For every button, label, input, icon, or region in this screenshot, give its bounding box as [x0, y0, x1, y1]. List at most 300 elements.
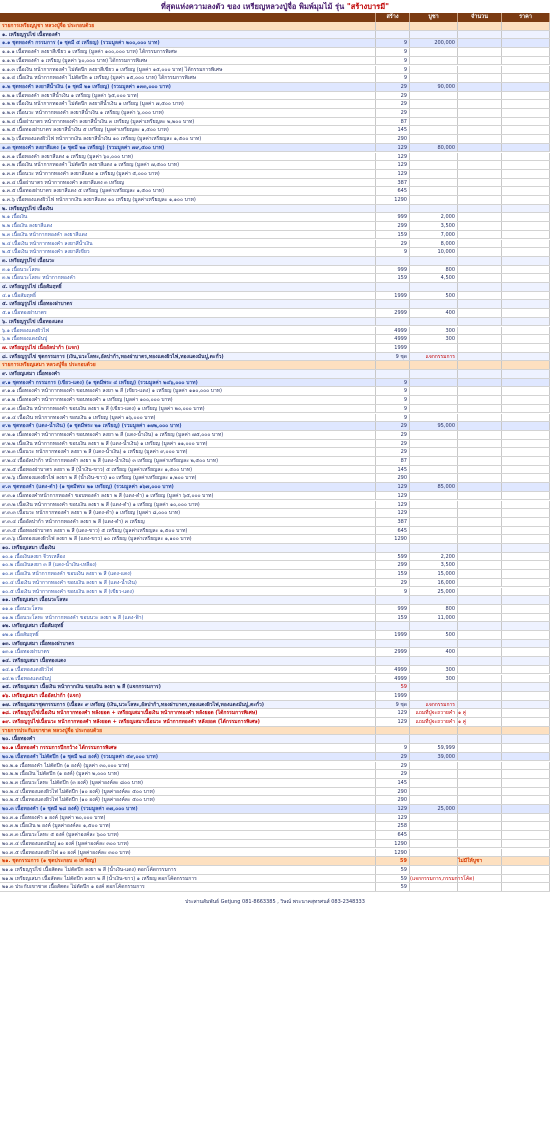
row-price	[502, 675, 550, 683]
row-price	[502, 370, 550, 378]
row-price	[502, 622, 550, 630]
row-quantity	[458, 274, 502, 282]
row-offering: 400	[410, 309, 458, 317]
table-row	[0, 205, 550, 214]
table-row	[0, 66, 550, 75]
row-quantity	[458, 414, 502, 422]
row-quantity	[458, 353, 502, 361]
row-description: ๑๕. เหรียญเสมา เนื้อเงิน หน้ากากเงิน ขอบเงิน ลงยา ๒ สี (แจกกรรมการ)	[0, 683, 376, 691]
row-offering: 400	[410, 648, 458, 656]
row-quantity	[458, 553, 502, 561]
row-price	[502, 74, 550, 82]
row-quantity	[458, 187, 502, 195]
table-row	[0, 770, 550, 779]
row-created	[376, 622, 410, 630]
table-row	[0, 300, 550, 309]
row-created: 129	[376, 153, 410, 161]
header-offering: บูชา	[410, 13, 458, 22]
table-row	[0, 135, 550, 144]
row-description: ๑.๓.๔ เนื้อฝาบาตร หน้ากากทองคำ ลงยาสีแดง ๓ เหรียญ	[0, 179, 376, 187]
row-description: ๖.๑ เนื้อทองแดงผิวไฟ	[0, 327, 376, 335]
row-price	[502, 840, 550, 848]
row-description: ๙.๓.๒ เนื้อเงิน หน้ากากทองคำ ขอบเงิน ลงยา ๒ สี (แดง-ดำ) ๑ เหรียญ (มูลค่า ๑๐,๐๐๐ บาท)	[0, 501, 376, 509]
row-price	[502, 805, 550, 813]
row-description: ๑.๓.๑ เนื้อทองคำ ลงยาสีแดง ๑ เหรียญ (มูลค่า ๖๐,๐๐๐ บาท)	[0, 153, 376, 161]
row-quantity	[458, 579, 502, 587]
row-description: ๒๐.๒.๕ เนื้อทองแดงผิวไฟ ไม่ตัดปีก (๑๐ องค์) (มูลค่าองค์ละ ๕๐๐ บาท)	[0, 796, 376, 804]
row-price	[502, 466, 550, 474]
row-created: 29	[376, 422, 410, 430]
table-row	[0, 692, 550, 701]
table-row	[0, 318, 550, 327]
row-created: 129	[376, 483, 410, 491]
row-quantity	[458, 535, 502, 543]
row-price	[502, 605, 550, 613]
table-row	[0, 466, 550, 475]
row-price	[502, 492, 550, 500]
row-description: รายการประกับเขาชาด หลวงปู่จื่อ ประกอบด้วย	[0, 727, 376, 735]
table-row	[0, 788, 550, 797]
row-offering: 85,000	[410, 483, 458, 491]
row-offering	[410, 518, 458, 526]
row-created	[376, 300, 410, 308]
row-quantity	[458, 831, 502, 839]
table-row	[0, 440, 550, 449]
row-price	[502, 39, 550, 47]
row-quantity	[458, 701, 502, 709]
table-row	[0, 675, 550, 684]
table-row	[0, 614, 550, 623]
table-row	[0, 387, 550, 396]
row-offering	[410, 344, 458, 352]
row-description: ๑๒. เหรียญเสมา เนื้อสัมฤทธิ์	[0, 622, 376, 630]
row-price	[502, 483, 550, 491]
row-offering	[410, 161, 458, 169]
row-quantity	[458, 457, 502, 465]
row-price	[502, 135, 550, 143]
row-offering	[410, 796, 458, 804]
row-created: 9	[376, 396, 410, 404]
row-price	[502, 788, 550, 796]
row-price	[502, 570, 550, 578]
row-quantity	[458, 135, 502, 143]
row-quantity	[458, 648, 502, 656]
row-created: 29	[376, 448, 410, 456]
row-quantity	[458, 335, 502, 343]
row-offering	[410, 66, 458, 74]
table-row	[0, 448, 550, 457]
row-created: 129	[376, 144, 410, 152]
table-row	[0, 474, 550, 483]
row-created	[376, 657, 410, 665]
row-created: 290	[376, 796, 410, 804]
table-row	[0, 762, 550, 771]
row-created: 9	[376, 379, 410, 387]
table-row	[0, 561, 550, 570]
row-quantity	[458, 762, 502, 770]
row-offering: 200,000	[410, 39, 458, 47]
row-created: 59	[376, 875, 410, 883]
row-created: 999	[376, 213, 410, 221]
table-row	[0, 309, 550, 318]
row-created	[376, 361, 410, 369]
row-offering	[410, 762, 458, 770]
row-created: 159	[376, 570, 410, 578]
table-row	[0, 414, 550, 423]
row-offering: 59,999	[410, 744, 458, 752]
row-created: 1999	[376, 692, 410, 700]
row-created: 29	[376, 240, 410, 248]
row-offering: แจกกรรมการ	[410, 701, 458, 709]
row-quantity	[458, 283, 502, 291]
row-price	[502, 318, 550, 326]
row-quantity	[458, 396, 502, 404]
row-quantity	[458, 788, 502, 796]
row-price	[502, 501, 550, 509]
row-description: ๓.๑ เนื้อนวะโลหะ	[0, 266, 376, 274]
row-description: ๙.๓.๔ เนื้ออัลปาก้า หน้ากากทองคำ ลงยา ๒ สี (แดง-ดำ) ๓ เหรียญ	[0, 518, 376, 526]
row-price	[502, 561, 550, 569]
row-price	[502, 822, 550, 830]
row-created: 9	[376, 48, 410, 56]
row-description: ๑.๓.๕ เนื้อทองฝาบาตร ลงยาสีแดง ๕ เหรียญ (มูลค่าเหรียญละ ๑,๕๐๐ บาท)	[0, 187, 376, 195]
row-offering: 3,500	[410, 561, 458, 569]
row-created: 2999	[376, 648, 410, 656]
row-quantity	[458, 39, 502, 47]
row-offering	[410, 179, 458, 187]
row-offering: แถมที่ปู่จะถวายคำ	[410, 718, 458, 726]
row-offering	[410, 735, 458, 743]
row-price	[502, 474, 550, 482]
row-price	[502, 22, 550, 30]
row-description: ๒.๓ เนื้อเงิน หน้ากากทองคำ ลงยาสีแดง	[0, 231, 376, 239]
row-description: ๑๐.๒ เนื้อเงินลงยา ๓ สี (แดง-น้ำเงิน-เหลือง)	[0, 561, 376, 569]
row-price	[502, 544, 550, 552]
row-offering	[410, 788, 458, 796]
table-row	[0, 39, 550, 48]
row-quantity	[458, 196, 502, 204]
row-offering	[410, 866, 458, 874]
row-quantity	[458, 814, 502, 822]
row-created: 999	[376, 266, 410, 274]
table-row	[0, 74, 550, 83]
row-price	[502, 309, 550, 317]
row-price	[502, 814, 550, 822]
row-quantity	[458, 631, 502, 639]
row-description: ๙.๓.๑ เนื้อทองคำหน้ากากทองคำ ขอบทองคำ ลงยา ๒ สี (แดง-ดำ) ๑ เหรียญ (มูลค่า ๖๕,๐๐๐ บาท)	[0, 492, 376, 500]
row-offering	[410, 692, 458, 700]
row-created: 87	[376, 118, 410, 126]
row-price	[502, 535, 550, 543]
row-created	[376, 205, 410, 213]
table-row	[0, 292, 550, 301]
row-price	[502, 240, 550, 248]
row-quantity	[458, 840, 502, 848]
row-quantity	[458, 596, 502, 604]
row-price	[502, 66, 550, 74]
row-price	[502, 187, 550, 195]
row-description: ๑.๒ ชุดทองคำ ลงยาสีน้ำเงิน (๑ ชุดมี ๒๑ เหรียญ) (รวมมูลค่า ๑๓๓,๐๐๐ บาท)	[0, 83, 376, 91]
row-price	[502, 222, 550, 230]
row-quantity	[458, 144, 502, 152]
row-created: 9	[376, 66, 410, 74]
row-description: ๒๐. เนื้อทองคำ	[0, 735, 376, 743]
table-row	[0, 48, 550, 57]
row-price	[502, 300, 550, 308]
row-description: ๑๔.๑ เนื้อทองแดงผิวไฟ	[0, 666, 376, 674]
row-offering	[410, 727, 458, 735]
row-price	[502, 257, 550, 265]
row-offering	[410, 31, 458, 39]
row-offering: 500	[410, 292, 458, 300]
row-created: 29	[376, 762, 410, 770]
row-offering: 15,000	[410, 570, 458, 578]
table-row	[0, 622, 550, 631]
row-description: ๑.๓ ชุดทองคำ ลงยาสีแดง (๑ ชุดมี ๒๑ เหรียญ) (รวมมูลค่า ๗๙,๕๐๐ บาท)	[0, 144, 376, 152]
row-created: 145	[376, 466, 410, 474]
table-row	[0, 518, 550, 527]
row-offering: 300	[410, 327, 458, 335]
row-price	[502, 518, 550, 526]
row-description: ๒๑.๓ ประกับเขาชาด เนื้อสัตตะ ไม่ตัดปีก ๑ องค์ ตอกโค้ดกรรมการ	[0, 883, 376, 891]
table-row	[0, 596, 550, 605]
row-price	[502, 213, 550, 221]
row-offering	[410, 22, 458, 30]
table-row	[0, 553, 550, 562]
row-description: ๒๐.๓.๑ เนื้อทองคำ ๑ องค์ (มูลค่า ๒๐,๐๐๐ บาท)	[0, 814, 376, 822]
row-created: 645	[376, 187, 410, 195]
row-created: 145	[376, 779, 410, 787]
row-price	[502, 866, 550, 874]
row-offering	[410, 74, 458, 82]
header-description	[0, 13, 376, 22]
table-row	[0, 849, 550, 858]
row-offering	[410, 170, 458, 178]
row-offering	[410, 300, 458, 308]
table-row	[0, 266, 550, 275]
row-created: 1290	[376, 849, 410, 857]
row-created: 1290	[376, 840, 410, 848]
table-row	[0, 657, 550, 666]
table-row	[0, 240, 550, 249]
table-row	[0, 283, 550, 292]
row-description: ๕.๑ เนื้อทองฝาบาตร	[0, 309, 376, 317]
row-created: 290	[376, 788, 410, 796]
row-price	[502, 31, 550, 39]
row-price	[502, 431, 550, 439]
row-price	[502, 109, 550, 117]
header-price: ราคา	[502, 13, 550, 22]
row-price	[502, 248, 550, 256]
table-row	[0, 457, 550, 466]
table-row	[0, 231, 550, 240]
row-price	[502, 153, 550, 161]
row-quantity	[458, 100, 502, 108]
row-created: 129	[376, 492, 410, 500]
row-quantity	[458, 518, 502, 526]
table-row	[0, 257, 550, 266]
row-offering: 500	[410, 631, 458, 639]
table-row	[0, 57, 550, 66]
row-offering	[410, 48, 458, 56]
row-created: 159	[376, 274, 410, 282]
row-offering	[410, 448, 458, 456]
row-offering	[410, 857, 458, 865]
table-row	[0, 492, 550, 501]
row-description: ๑๑.๑ เนื้อนวะโลหะ	[0, 605, 376, 613]
row-description: ๑๐.๕ เนื้อเงิน หน้ากากทองคำ ขอบเงิน ลงยา ๒ สี (เขียว-แดง)	[0, 588, 376, 596]
row-description: ๒๑. ชุดกรรมการ (๑ ชุดประกอบ ๓ เหรียญ)	[0, 857, 376, 865]
table-row	[0, 100, 550, 109]
row-offering	[410, 205, 458, 213]
row-created: 299	[376, 222, 410, 230]
row-created: 258	[376, 822, 410, 830]
row-offering: (แจกกรรมการ,กรรมการโค้ด)	[410, 875, 475, 882]
row-quantity	[458, 300, 502, 308]
table-row	[0, 196, 550, 205]
row-created: 4999	[376, 666, 410, 674]
table-row	[0, 683, 550, 692]
row-quantity	[458, 492, 502, 500]
row-description: ๒๐.๑ เนื้อทองคำ กรรมการปีกกว้าง ได้กรรมการพิเศษ	[0, 744, 376, 752]
table-row	[0, 353, 550, 362]
row-price	[502, 553, 550, 561]
row-quantity	[458, 431, 502, 439]
row-description: ๖. เหรียญรูปไข่ เนื้อทองแดง	[0, 318, 376, 326]
row-quantity	[458, 822, 502, 830]
row-price	[502, 344, 550, 352]
row-quantity	[458, 266, 502, 274]
row-description: ๑๒.๑ เนื้อสัมฤทธิ์	[0, 631, 376, 639]
table-row	[0, 274, 550, 283]
row-price	[502, 796, 550, 804]
row-offering	[410, 779, 458, 787]
row-quantity	[458, 257, 502, 265]
row-offering	[410, 657, 458, 665]
table-row	[0, 796, 550, 805]
table-row	[0, 727, 550, 736]
row-quantity	[458, 675, 502, 683]
row-price	[502, 118, 550, 126]
row-created	[376, 727, 410, 735]
row-quantity	[458, 448, 502, 456]
row-description: ๒๐.๓.๕ เนื้อทองแดงผิวไฟ ๑๐ องค์ (มูลค่าองค์ละ ๓๐๐ บาท)	[0, 849, 376, 857]
row-price	[502, 179, 550, 187]
table-row	[0, 248, 550, 257]
row-quantity	[458, 588, 502, 596]
row-created: 1290	[376, 535, 410, 543]
row-quantity	[458, 466, 502, 474]
row-price	[502, 509, 550, 517]
row-quantity	[458, 387, 502, 395]
row-quantity	[458, 805, 502, 813]
row-created: 159	[376, 614, 410, 622]
row-quantity	[458, 544, 502, 552]
row-price	[502, 857, 550, 865]
row-description: ๙.๒.๖ เนื้อทองแดงผิวไฟ ลงยา ๒ สี (น้ำเงิน-ขาว) ๑๐ เหรียญ (มูลค่าเหรียญละ ๑,๒๐๐ บาท)	[0, 474, 376, 482]
row-description: ๙.๑.๔ เนื้อเงิน หน้ากากทองคำ ขอบเงิน ๑ เหรียญ (มูลค่า ๑๖,๐๐๐ บาท)	[0, 414, 376, 422]
row-description: ๑.๒.๖ เนื้อทองแดงผิวไฟ หน้ากากเงิน ลงยาสีน้ำเงิน ๑๐ เหรียญ (มูลค่าเหรียญละ ๑,๕๐๐ บาท)	[0, 135, 376, 143]
row-created: 1999	[376, 631, 410, 639]
row-offering	[410, 135, 458, 143]
title-highlight: "สร้างบารมี"	[346, 2, 390, 11]
row-quantity: ๑ คู่	[458, 709, 502, 717]
row-created: 9 ชุด	[376, 701, 410, 709]
row-created: 599	[376, 553, 410, 561]
row-quantity	[458, 161, 502, 169]
row-created: 9 ชุด	[376, 353, 410, 361]
row-price	[502, 205, 550, 213]
row-description: ๑๓.๑ เนื้อทองฝาบาตร	[0, 648, 376, 656]
row-created: 9	[376, 387, 410, 395]
row-description: ๗. เหรียญรูปไข่ เนื้ออัลปาก้า (แจก)	[0, 344, 376, 352]
row-created: 9	[376, 57, 410, 65]
row-description: ๓.๒ เนื้อนวะโลหะ หน้ากากทองคำ	[0, 274, 376, 282]
row-created: 290	[376, 135, 410, 143]
table-row	[0, 648, 550, 657]
row-offering: 300	[410, 675, 458, 683]
row-offering	[410, 318, 458, 326]
row-offering	[410, 387, 458, 395]
row-description: ๒๐.๒.๓ เนื้อนวะโลหะ ไม่ตัดปีก (๓ องค์) (มูลค่าองค์ละ ๘๐๐ บาท)	[0, 779, 376, 787]
row-price	[502, 735, 550, 743]
row-description: ๙.๑ ชุดทองคำ กรรมการ (เขียว-แดง) (๑ ชุดมีพระ ๔ เหรียญ) (รวมมูลค่า ๒๔๖,๐๐๐ บาท)	[0, 379, 376, 387]
row-quantity	[458, 727, 502, 735]
row-description: ๒.๕ เนื้อเงิน หน้ากากทองคำ ลงยาสีเขียว	[0, 248, 376, 256]
row-description: ๑.๑ ชุดทองคำ กรรมการ (๑ ชุดมี ๕ เหรียญ) (รวมมูลค่า ๒๐๐,๐๐๐ บาท)	[0, 39, 376, 47]
row-price	[502, 414, 550, 422]
row-description: ๑๑.๒ เนื้อนวะโลหะ หน้ากากทองคำ ขอบนวะ ลงยา ๒ สี (แดง-ฟ้า)	[0, 614, 376, 622]
row-description: ๑.๓.๖ เนื้อทองแดงผิวไฟ หน้ากากเงิน ลงยาสีแดง ๑๐ เหรียญ (มูลค่าเหรียญละ ๑,๑๐๐ บาท)	[0, 196, 376, 204]
row-price	[502, 588, 550, 596]
row-quantity	[458, 370, 502, 378]
row-price	[502, 648, 550, 656]
row-description: ๑๑. เหรียญเสมา เนื้อนวะโลหะ	[0, 596, 376, 604]
table-row	[0, 153, 550, 162]
row-description: ๙.๒.๓ เนื้อนวะ หน้ากากทองคำ ลงยา ๒ สี (แดง-น้ำเงิน) ๑ เหรียญ (มูลค่า ๙,๐๐๐ บาท)	[0, 448, 376, 456]
row-price	[502, 100, 550, 108]
row-created	[376, 370, 410, 378]
table-row	[0, 144, 550, 153]
row-description: ๒๐.๓.๓ เนื้อนวะโลหะ ๕ องค์ (มูลค่าองค์ละ ๖๐๐ บาท)	[0, 831, 376, 839]
row-created	[376, 596, 410, 604]
row-price	[502, 144, 550, 152]
row-quantity	[458, 883, 502, 891]
table-row	[0, 718, 550, 727]
row-description: ๒.๒ เนื้อเงิน ลงยาสีแดง	[0, 222, 376, 230]
row-quantity	[458, 866, 502, 874]
row-created	[376, 257, 410, 265]
table-row	[0, 109, 550, 118]
row-offering: 2,000	[410, 213, 458, 221]
row-offering	[410, 492, 458, 500]
row-created: 129	[376, 718, 410, 726]
row-offering: แจกกรรมการ	[410, 353, 458, 361]
table-row	[0, 805, 550, 814]
row-created: 9	[376, 74, 410, 82]
row-description: ๑๗. เหรียญเสมาชุดกรรมการ (เนื้อละ ๙ เหรียญ (เงิน,นวะโลหะ,อัลปาก้า,ทองฝาบาตร,ทองแดงผิวไฟ,ทองแดงมันปู,ตะกั่ว)	[0, 701, 376, 709]
row-offering: 800	[410, 266, 458, 274]
row-price	[502, 762, 550, 770]
row-price	[502, 387, 550, 395]
row-description: ๙.๓.๖ เนื้อทองแดงผิวไฟ ลงยา ๒ สี (แดง-ขาว) ๑๐ เหรียญ (มูลค่าเหรียญละ ๑,๑๐๐ บาท)	[0, 535, 376, 543]
row-description: ๑.๑.๔ เนื้อเงิน หน้ากากทองคำ ไม่ตัดปีก ๑ เหรียญ (มูลค่า ๑๕,๐๐๐ บาท) ได้กรรมการพิเศษ	[0, 74, 376, 82]
row-quantity	[458, 692, 502, 700]
row-quantity	[458, 796, 502, 804]
row-offering: 10,000	[410, 248, 458, 256]
row-price	[502, 170, 550, 178]
row-description: ๑.๓.๒ เนื้อเงิน หน้ากากทองคำ ไม่ตัดปีก ลงยาสีแดง ๑ เหรียญ (มูลค่า ๗,๕๐๐ บาท)	[0, 161, 376, 169]
